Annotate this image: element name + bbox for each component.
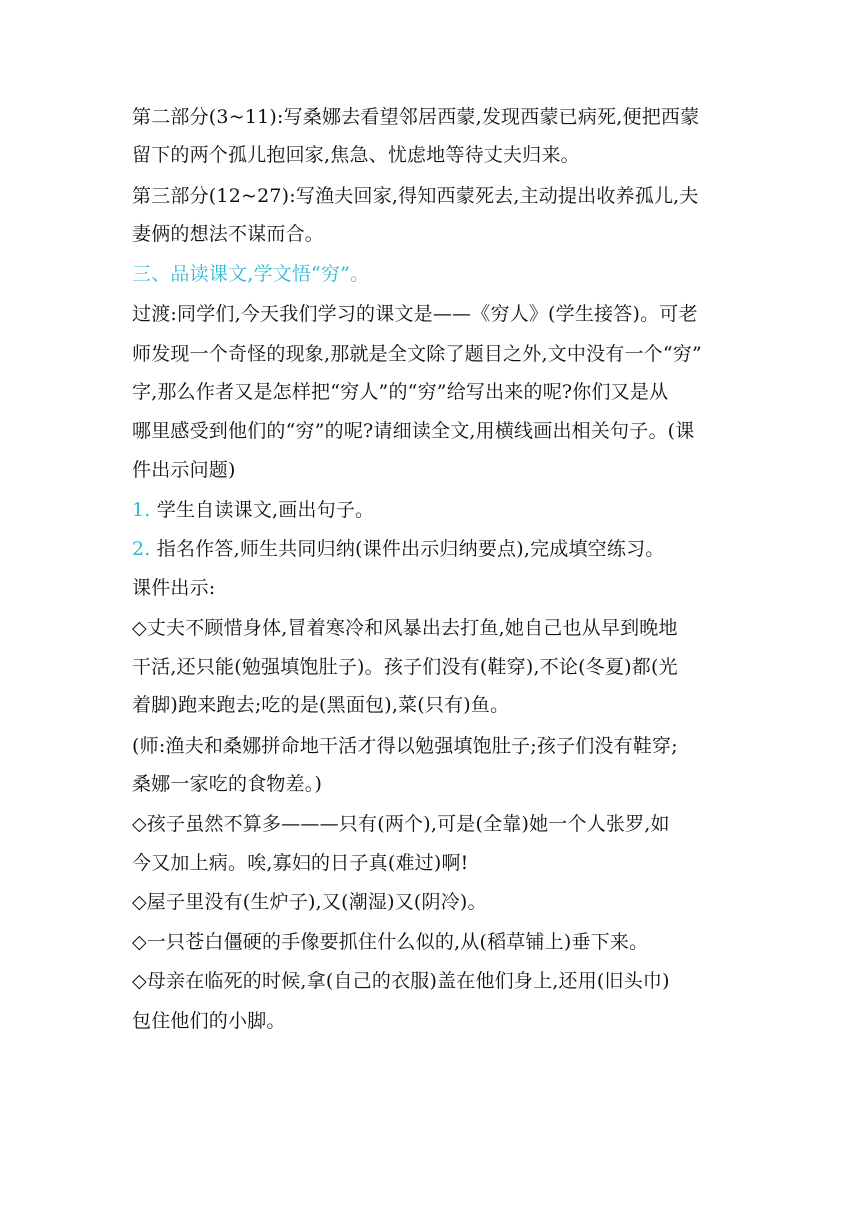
text-line xyxy=(132,576,215,600)
list-item xyxy=(132,537,665,561)
text-line xyxy=(132,734,678,758)
line-text: ◇一只苍白僵硬的手像要抓住什么似的,从(稻草铺上)垂下来。 xyxy=(132,931,649,953)
list-number: 1. xyxy=(132,499,151,521)
line-text: 学生自读课文,画出句子。 xyxy=(156,499,375,521)
line-text: 桑娜一家吃的食物差。) xyxy=(132,773,323,795)
text-line xyxy=(132,458,236,482)
text-line xyxy=(132,812,670,836)
text-line xyxy=(132,655,678,679)
text-line xyxy=(132,184,699,208)
text-line xyxy=(132,419,694,443)
line-text: 课件出示: xyxy=(132,577,216,599)
text-line xyxy=(132,380,668,404)
line-text: ◇屋子里没有(生炉子),又(潮湿)又(阴冷)。 xyxy=(132,891,487,913)
text-line xyxy=(132,930,648,954)
line-text: ◇丈夫不顾惜身体,冒着寒冷和风暴出去打鱼,她自己也从早到晚地 xyxy=(132,617,678,639)
line-text: 今又加上病。唉,寡妇的日子真(难过)啊! xyxy=(132,852,469,874)
line-text: ◇母亲在临死的时候,拿(自己的衣服)盖在他们身上,还用(旧头巾) xyxy=(132,970,670,992)
line-text: 指名作答,师生共同归纳(课件出示归纳要点),完成填空练习。 xyxy=(156,538,665,560)
line-text: 干活,还只能(勉强填饱肚子)。孩子们没有(鞋穿),不论(冬夏)都(光 xyxy=(132,656,678,678)
line-text: (师:渔夫和桑娜拼命地干活才得以勉强填饱肚子;孩子们没有鞋穿; xyxy=(132,735,678,757)
line-text: 妻俩的想法不谋而合。 xyxy=(132,223,325,245)
line-text: 第三部分(12~27):写渔夫回家,得知西蒙死去,主动提出收养孤儿,夫 xyxy=(132,185,699,207)
text-line xyxy=(132,693,509,717)
line-text: 第二部分(3~11):写桑娜去看望邻居西蒙,发现西蒙已病死,便把西蒙 xyxy=(132,106,700,128)
text-line xyxy=(132,302,698,326)
text-line xyxy=(132,143,580,167)
line-text: 留下的两个孤儿抱回家,焦急、忧虑地等待丈夫归来。 xyxy=(132,144,580,166)
line-text: 着脚)跑来跑去;吃的是(黑面包),菜(只有)鱼。 xyxy=(132,694,510,716)
line-text: 件出示问题) xyxy=(132,459,236,481)
text-line xyxy=(132,342,702,366)
line-text: 过渡:同学们,今天我们学习的课文是——《穷人》(学生接答)。可老 xyxy=(132,303,698,325)
heading-text: 三、品读课文,学文悟“穷”。 xyxy=(132,263,370,285)
line-text: 师发现一个奇怪的现象,那就是全文除了题目之外,文中没有一个“穷” xyxy=(132,343,702,365)
text-line xyxy=(132,1009,286,1033)
text-line xyxy=(132,772,322,796)
list-number: 2. xyxy=(132,538,151,560)
line-text: 字,那么作者又是怎样把“穷人”的“穷”给写出来的呢?你们又是从 xyxy=(132,381,669,403)
text-line xyxy=(132,616,678,640)
line-text: 包住他们的小脚。 xyxy=(132,1010,286,1032)
text-line xyxy=(132,222,324,246)
list-item xyxy=(132,498,374,522)
text-line xyxy=(132,851,469,875)
text-line xyxy=(132,105,699,129)
line-text: 哪里感受到他们的“穷”的呢?请细读全文,用横线画出相关句子。(课 xyxy=(132,420,695,442)
section-heading xyxy=(132,262,369,286)
line-text: ◇孩子虽然不算多———只有(两个),可是(全靠)她一个人张罗,如 xyxy=(132,813,670,835)
text-line xyxy=(132,890,487,914)
text-line xyxy=(132,969,670,993)
